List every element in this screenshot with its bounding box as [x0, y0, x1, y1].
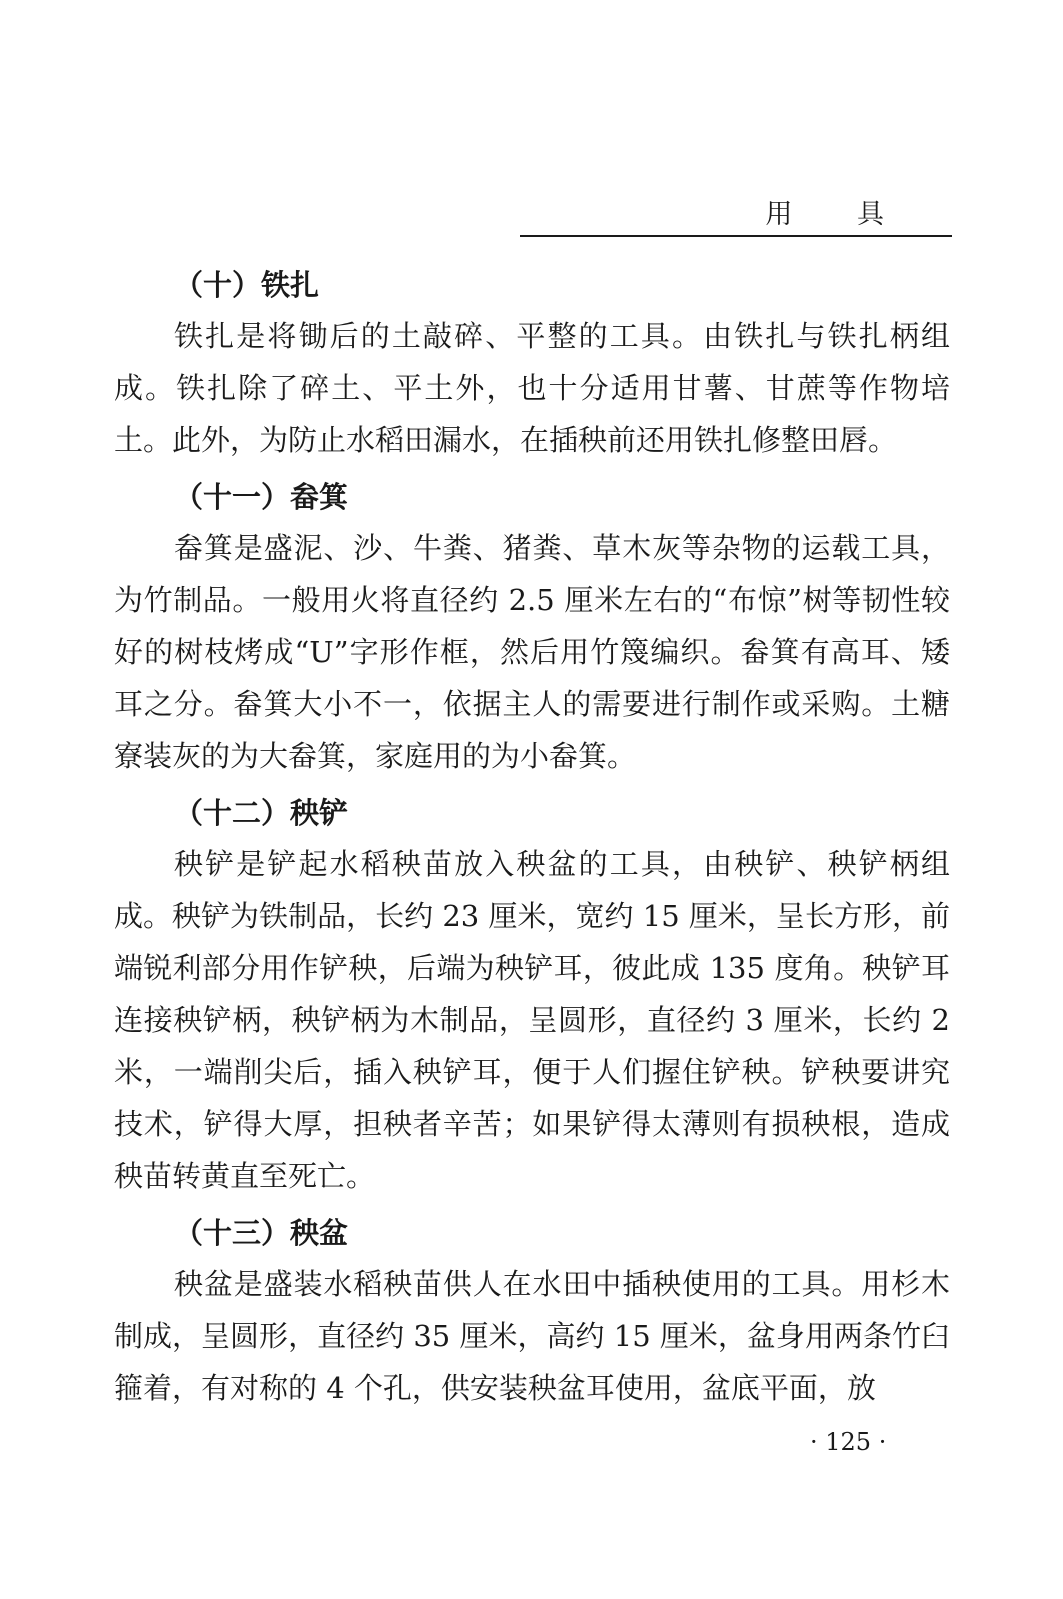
header-rule [520, 235, 952, 237]
section-heading: （十三）秧盆 [174, 1216, 349, 1250]
body-text [114, 260, 950, 1420]
header-title: 用 具 [765, 199, 912, 230]
section-paragraph: 秧盆是盛装水稻秧苗供人在水田中插秧使用的工具。用杉木制成，呈圆形，直径约 35 厘米，高约 15 厘米，盆身用两条竹臼箍着，有对称的 4 个孔，供安装秧盆耳使用，盆底平面，放 [114, 1267, 950, 1405]
section-heading: （十）铁扎 [174, 268, 320, 302]
section-heading: （十二）秧铲 [174, 796, 349, 830]
section-heading: （十一）畚箕 [174, 480, 349, 514]
section-paragraph: 畚箕是盛泥、沙、牛粪、猪粪、草木灰等杂物的运载工具，为竹制品。一般用火将直径约 2.5 厘米左右的“布惊”树等韧性较好的树枝烤成“U”字形作框，然后用竹篾编织。畚箕有高耳、矮耳之分。畚箕大小不一，依据主人的需要进行制作或采购。土糖寮装灰的为大畚箕，家庭用的为小畚箕。 [114, 531, 950, 773]
section-paragraph: 铁扎是将锄后的土敲碎、平整的工具。由铁扎与铁扎柄组成。铁扎除了碎土、平土外，也十分适用甘薯、甘蔗等作物培土。此外，为防止水稻田漏水，在插秧前还用铁扎修整田唇。 [114, 319, 950, 457]
running-header [520, 190, 952, 240]
section-paragraph: 秧铲是铲起水稻秧苗放入秧盆的工具，由秧铲、秧铲柄组成。秧铲为铁制品，长约 23 厘米，宽约 15 厘米，呈长方形，前端锐利部分用作铲秧，后端为秧铲耳，彼此成 135 度角。秧铲耳连接秧铲柄，秧铲柄为木制品，呈圆形，直径约 3 厘米，长约 2 米，一端削尖后，插入秧铲耳，便于人们握住铲秧。铲秧要讲究技术，铲得大厚，担秧者辛苦；如果铲得太薄则有损秧根，造成秧苗转黄直至死亡。 [114, 847, 950, 1193]
page-number: · 125 · [810, 1428, 887, 1456]
